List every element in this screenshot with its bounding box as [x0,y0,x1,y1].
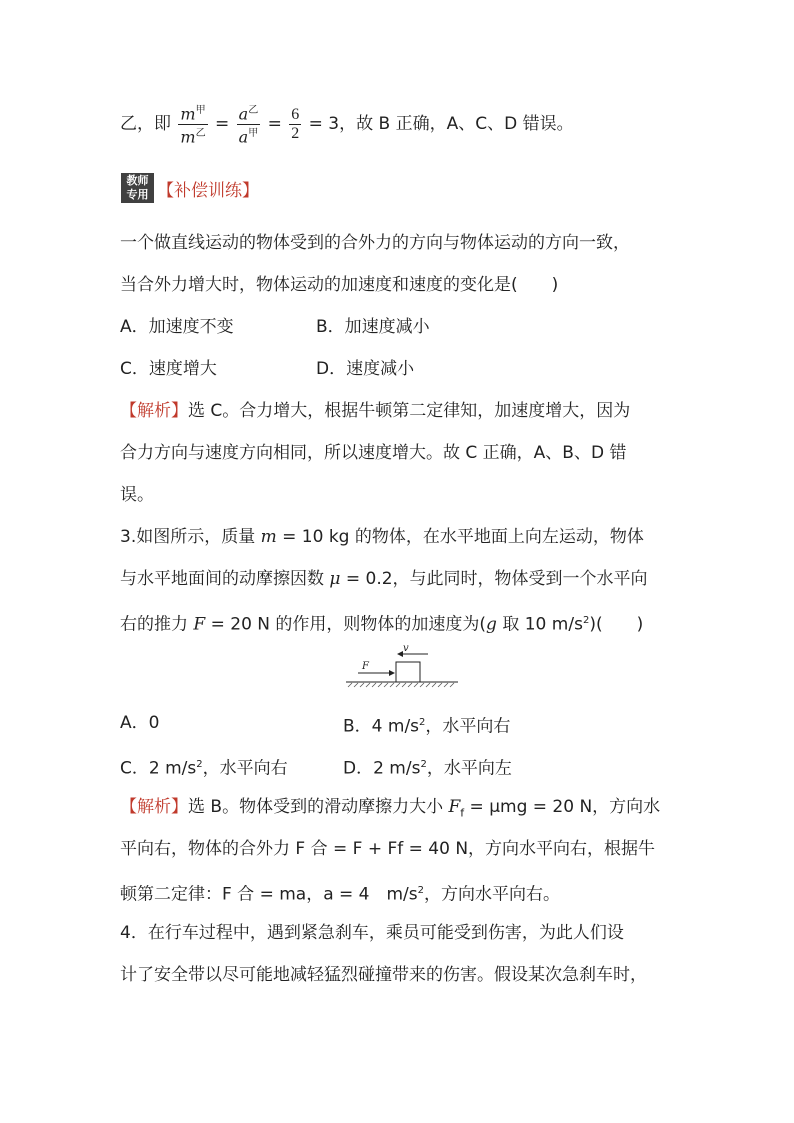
q3-option-b: B．4 $m/s^2$，水平向右 [343,716,511,737]
conclusion-tail: = 3，故 B 正确，A、C、D 错误。 [308,114,574,134]
block-on-ground-figure [340,643,465,691]
q3-analysis-line-2: 平向右，物体的合外力 F 合 = F + Ff = 40 N，方向水平向右，根据牛 [120,839,656,859]
velocity-label: v [403,643,409,654]
supp-option-a: A．加速度不变 [120,317,234,337]
numeric-fraction: $\frac{6}{2}$ [291,105,300,142]
supp-analysis-line-2: 合力方向与速度方向相同，所以速度增大。故 C 正确，A、B、D 错 [120,443,627,463]
analysis-label: 【解析】 [120,401,188,421]
force-label: F [362,661,369,672]
teacher-only-badge: 教师 专用 [121,173,154,203]
lead-text: 乙，即 [120,114,171,134]
q3-option-c: C．2 $m/s^2$，水平向右 [120,758,288,779]
q3-option-d: D．2 $m/s^2$，水平向左 [343,758,512,779]
mass-ratio-fraction: $\frac{m^甲}{m^乙}$ [178,102,207,146]
block [396,662,420,682]
analysis-label: 【解析】 [120,797,188,817]
supp-analysis-line-1: 【解析】选 C。合力增大，根据牛顿第二定律知，加速度增大，因为 [120,401,631,421]
supp-option-c: C．速度增大 [120,359,217,379]
supplement-title: 【补偿训练】 [157,181,259,201]
q3-analysis-line-3: 顿第二定律：F 合 = ma，a = 4 $m/s^2$，方向水平向右。 [120,884,561,905]
q3-analysis-line-1: 【解析】选 B。物体受到的滑动摩擦力大小 $F_f = \mu mg = 20$ N，方向水 [120,797,661,820]
supp-question-line-2: 当合外力增大时，物体运动的加速度和速度的变化是( ) [120,275,559,295]
q4-line-1: 4．在行车过程中，遇到紧急刹车，乘员可能受到伤害，为此人们设 [120,923,624,943]
q3-line-3: 右的推力 F = 20 N 的作用，则物体的加速度为(g 取 10 $m/s^2$)( ) [120,614,644,635]
q3-line-1: 3.如图所示，质量 m = 10 kg 的物体，在水平地面上向左运动，物体 [120,527,644,547]
supp-option-d: D．速度减小 [316,359,415,379]
top-conclusion-line: 乙，即 $\frac{m^甲}{m^乙}$ = $\frac{a^乙}{a^甲}$ = $\frac{6}{2}$ = 3，故 B 正确，A、C、D 错误。 [120,102,574,146]
q3-option-a: A．0 [120,713,160,733]
supp-question-line-1: 一个做直线运动的物体受到的合外力的方向与物体运动的方向一致， [120,233,630,253]
supp-analysis-line-3: 误。 [120,485,154,505]
q3-line-2: 与水平地面间的动摩擦因数 μ = 0.2，与此同时，物体受到一个水平向 [120,569,648,589]
ground-hatching [348,683,454,687]
q4-line-2: 计了安全带以尽可能地减轻猛烈碰撞带来的伤害。假设某次急刹车时， [120,965,647,985]
supp-option-b: B．加速度减小 [316,317,430,337]
accel-ratio-fraction: $\frac{a^乙}{a^甲}$ [237,102,261,146]
